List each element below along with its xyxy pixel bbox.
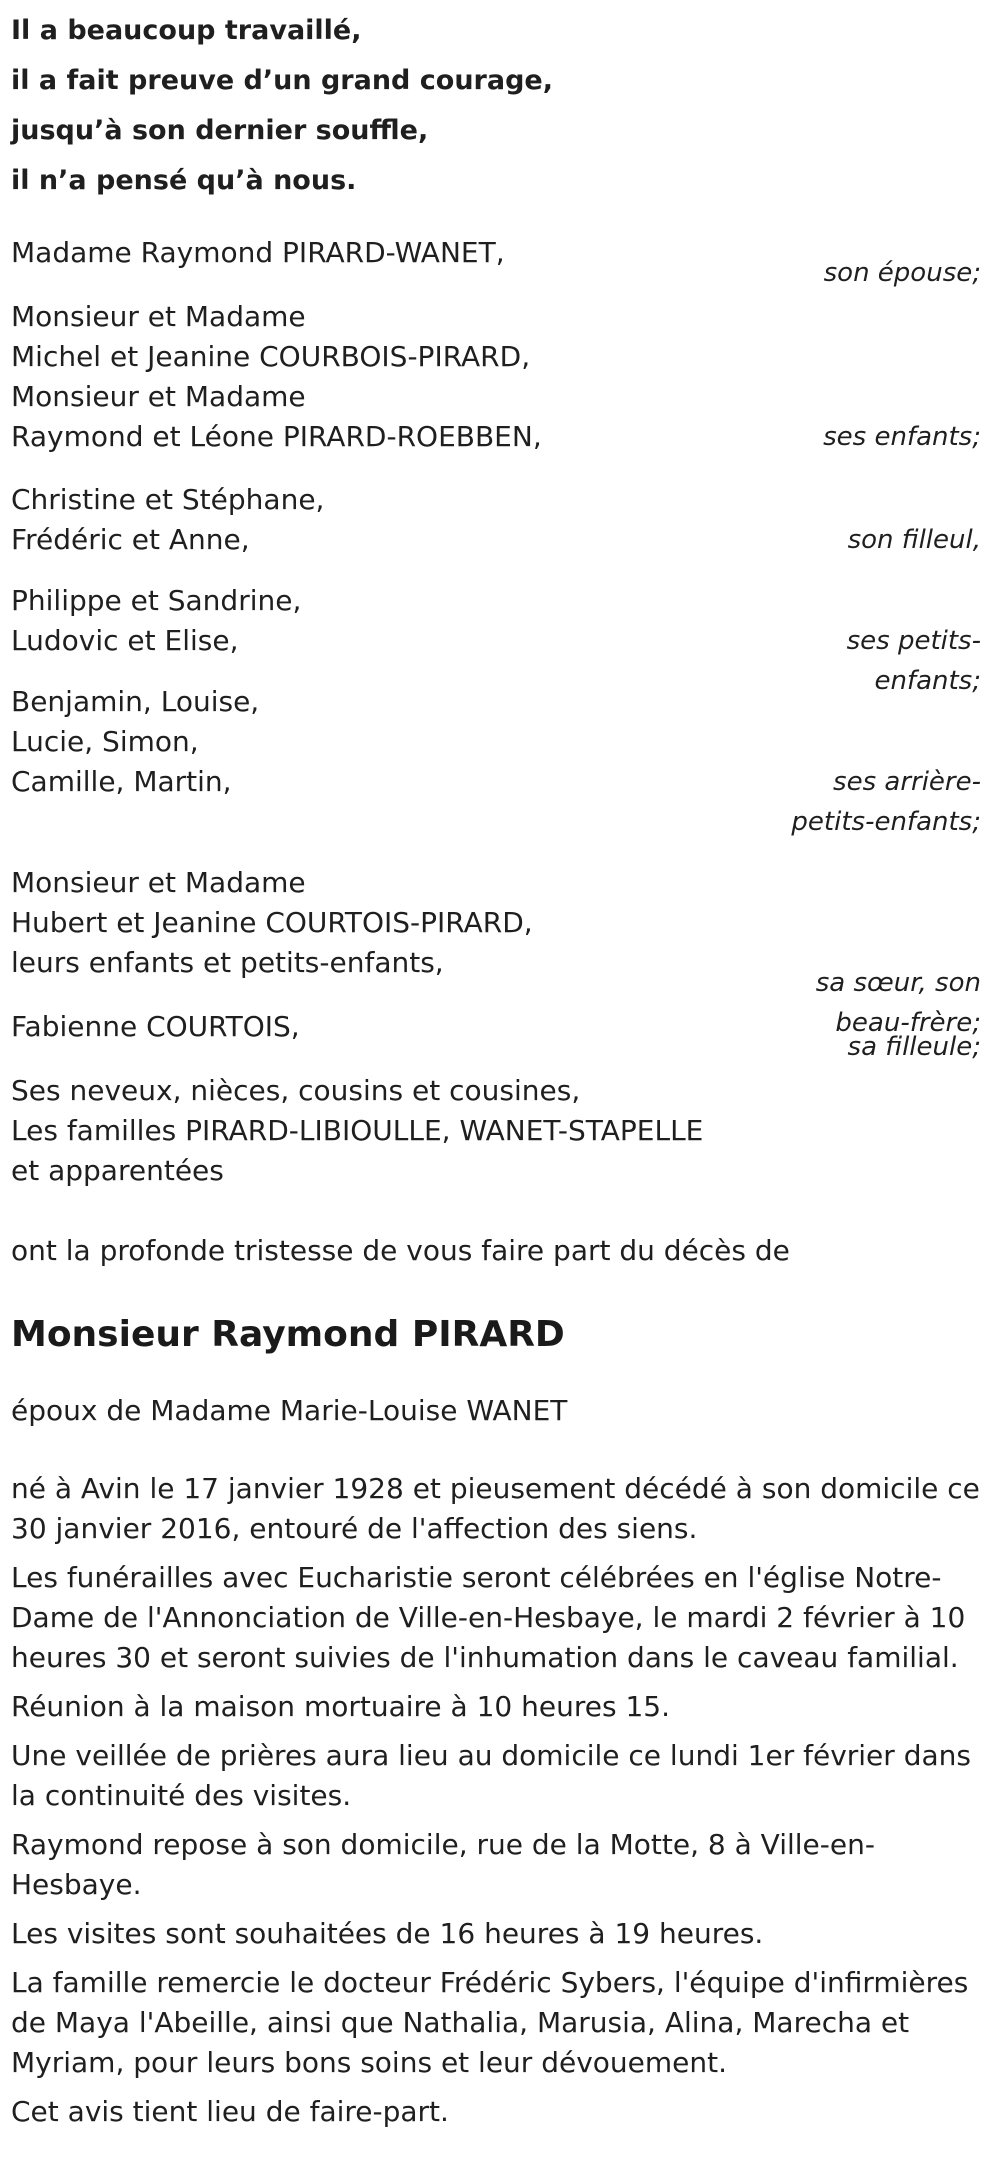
family-name-line: Les familles PIRARD-LIBIOULLE, WANET-STAPELLE: [11, 1114, 704, 1147]
funeral-details: [11, 1469, 991, 2132]
detail-paragraph: Réunion à la maison mortuaire à 10 heures 15.: [11, 1690, 670, 1723]
opening-poem: [11, 0, 1000, 206]
family-name-line: Benjamin, Louise,: [11, 685, 260, 718]
family-group-extended: [11, 1071, 981, 1191]
family-relation: sa filleule;: [847, 1032, 981, 1062]
family-name-line: Madame Raymond PIRARD-WANET,: [11, 236, 505, 269]
family-relation: son épouse;: [823, 258, 981, 288]
announcement-intro: ont la profonde tristesse de vous faire part du décès de: [11, 1234, 790, 1267]
family-names: [11, 1071, 981, 1191]
family-group-spouse: [11, 233, 981, 297]
detail-paragraph: Une veillée de prières aura lieu au domicile ce lundi 1er février dans la continuité des visites.: [11, 1739, 971, 1812]
family-name-line: Ludovic et Elise,: [11, 624, 239, 657]
family-list: [11, 233, 1000, 1191]
detail-paragraph: Raymond repose à son domicile, rue de la Motte, 8 à Ville-en-Hesbaye.: [11, 1828, 875, 1901]
poem-line: il n’a pensé qu’à nous.: [11, 165, 357, 196]
detail-paragraph: La famille remercie le docteur Frédéric Sybers, l'équipe d'infirmières de Maya l'Abeille, ainsi que Nathalia, Marusia, Alina, Marecha et Myriam, pour leurs bons soins et leur dévouement.: [11, 1966, 969, 2079]
family-name-line: Monsieur et Madame: [11, 866, 306, 899]
family-name-line: Hubert et Jeanine COURTOIS-PIRARD,: [11, 906, 533, 939]
family-name-line: Monsieur et Madame: [11, 300, 306, 333]
family-name-line: Philippe et Sandrine,: [11, 584, 302, 617]
family-name-line: Lucie, Simon,: [11, 725, 199, 758]
poem-line: il a fait preuve d’un grand courage,: [11, 65, 553, 96]
deceased-name: Monsieur Raymond PIRARD: [11, 1314, 565, 1355]
family-name-line: Frédéric et Anne,: [11, 523, 250, 556]
family-group-great-grandchildren: [11, 682, 981, 863]
family-name-line: et apparentées: [11, 1154, 224, 1187]
family-relation: ses petits-enfants;: [846, 626, 981, 696]
spouse-line: époux de Madame Marie-Louise WANET: [11, 1394, 568, 1427]
detail-paragraph: Les funérailles avec Eucharistie seront célébrées en l'église Notre-Dame de l'Annonciation de Ville-en-Hesbaye, le mardi 2 février à 10 heures 30 et seront suivies de l'inhumation dans le caveau familial.: [11, 1561, 966, 1674]
family-name-line: Michel et Jeanine COURBOIS-PIRARD,: [11, 340, 531, 373]
family-name-line: Christine et Stéphane,: [11, 483, 325, 516]
family-name-line: Ses neveux, nièces, cousins et cousines,: [11, 1074, 581, 1107]
poem-line: jusqu’à son dernier souffle,: [11, 115, 429, 146]
detail-paragraph: Les visites sont souhaitées de 16 heures à 19 heures.: [11, 1917, 764, 1950]
family-name-line: Fabienne COURTOIS,: [11, 1010, 300, 1043]
family-relation: son filleul,: [847, 525, 981, 555]
family-relation: sa sœur, son beau-frère;: [815, 968, 981, 1038]
family-name-line: Raymond et Léone PIRARD-ROEBBEN,: [11, 420, 542, 453]
detail-paragraph: Cet avis tient lieu de faire-part.: [11, 2095, 449, 2128]
poem-line: Il a beaucoup travaillé,: [11, 15, 362, 46]
family-group-grandchildren: [11, 581, 981, 696]
family-name-line: leurs enfants et petits-enfants,: [11, 946, 444, 979]
family-relation: ses enfants;: [823, 422, 981, 452]
detail-paragraph: né à Avin le 17 janvier 1928 et pieusement décédé à son domicile ce 30 janvier 2016, entouré de l'affection des siens.: [11, 1472, 980, 1545]
family-group-goddaughter: [11, 1007, 981, 1071]
family-group-godson: [11, 480, 981, 581]
family-group-children: [11, 297, 981, 480]
family-name-line: Monsieur et Madame: [11, 380, 306, 413]
family-name-line: Camille, Martin,: [11, 765, 232, 798]
family-relation: ses arrière-petits-enfants;: [791, 767, 981, 837]
